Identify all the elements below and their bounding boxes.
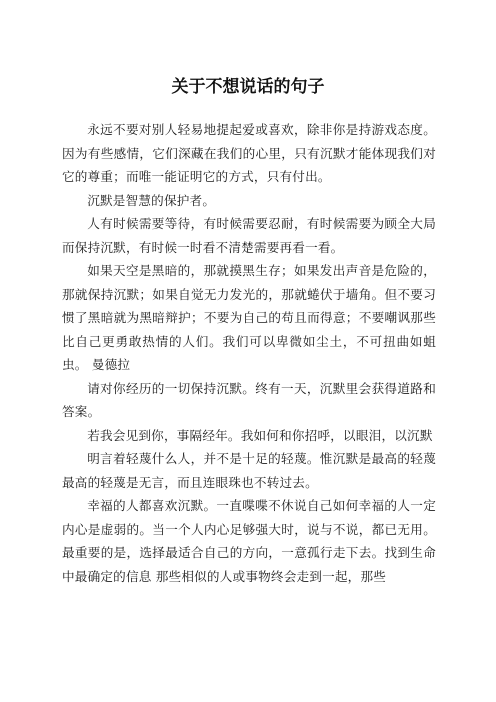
paragraph: 明言着轻蔑什么人，并不是十足的轻蔑。惟沉默是最高的轻蔑 最高的轻蔑是无言，而且连眼珠也不转过去。 xyxy=(62,451,436,490)
paragraph: 如果天空是黑暗的，那就摸黑生存；如果发出声音是危险的，那就保持沉默；如果自觉无力发光的，那就蜷伏于墙角。但不要习惯了黑暗就为黑暗辩护；不要为自己的苟且而得意；不要嘲讽那些比自己更勇敢热情的人们。我们可以卑微如尘土，不可扭曲如蛆虫。 曼德拉 xyxy=(62,263,436,372)
paragraph: 若我会见到你，事隔经年。我如何和你招呼，以眼泪，以沉默 xyxy=(87,427,433,443)
paragraph: 请对你经历的一切保持沉默。终有一天，沉默里会获得道路和答案。 xyxy=(62,380,436,419)
paragraph: 人有时候需要等待，有时候需要忍耐，有时候需要为顾全大局而保持沉默，有时候一时看不清楚需要再看一看。 xyxy=(62,216,436,255)
paragraph: 沉默是智慧的保护者。 xyxy=(87,192,216,208)
document-body xyxy=(62,118,436,588)
paragraph: 永远不要对别人轻易地提起爱或喜欢，除非你是持游戏态度。因为有些感情，它们深藏在我们的心里，只有沉默才能体现我们对它的尊重；而唯一能证明它的方式，只有付出。 xyxy=(62,122,436,184)
paragraph: 幸福的人都喜欢沉默。一直喋喋不休说自己如何幸福的人一定内心是虚弱的。当一个人内心足够强大时，说与不说，都已无用。最重要的是，选择最适合自己的方向，一意孤行走下去。找到生命中最确定的信息 那些相似的人或事物终会走到一起，那些 xyxy=(62,498,436,584)
document-title: 关于不想说话的句子 xyxy=(171,77,325,97)
